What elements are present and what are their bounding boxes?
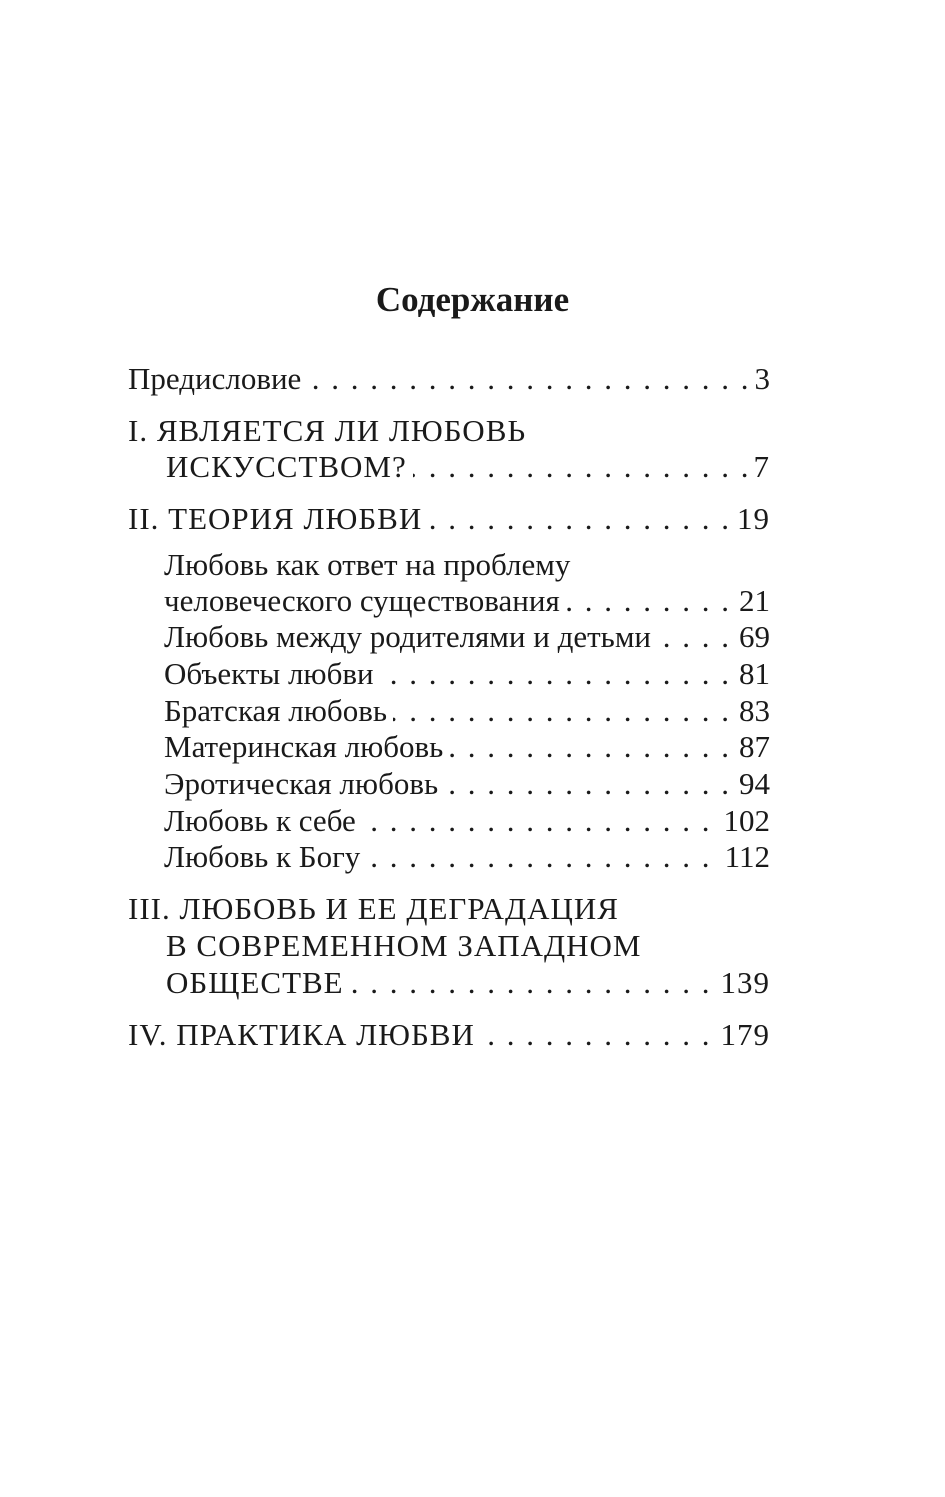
toc-entry-chapter-2 — [128, 500, 770, 538]
toc-entry-label: . . . IV. ПРАКТИКА ЛЮБВИ — [128, 1016, 481, 1054]
toc-entry-label: I. ЯВЛЯЕТСЯ ЛИ ЛЮБОВЬ — [128, 412, 532, 450]
toc-entry-label: . . . Братская любовь — [164, 692, 393, 730]
toc-entry-chapter-3-line-2 — [166, 927, 770, 965]
toc-page-number: 83 — [733, 692, 770, 730]
toc-page-number: 102 — [718, 802, 771, 840]
toc-entry-label: . . . ИСКУССТВОМ? — [166, 448, 413, 486]
toc-page-number: 81 — [733, 655, 770, 693]
toc-subentry-3 — [164, 655, 770, 693]
toc-page-number: 69 — [733, 618, 770, 656]
toc-entry-label: . . . человеческого существования — [164, 582, 566, 620]
toc-entry-label: . . . Эротическая любовь — [164, 765, 444, 803]
toc-subentry-8 — [164, 838, 770, 876]
toc-entry-label: . . . Любовь между родителями и детьми — [164, 618, 657, 656]
toc-subentry-2 — [164, 618, 770, 656]
toc-entry-chapter-3-line-1 — [128, 890, 770, 928]
toc-entry-label: . . . Материнская любовь — [164, 728, 449, 766]
toc-page-number: 94 — [733, 765, 770, 803]
toc-entry-chapter-3 — [166, 964, 770, 1002]
toc-entry-preface — [128, 360, 770, 398]
toc-page-number: 7 — [748, 448, 771, 486]
toc-entry-label: III. ЛЮБОВЬ И ЕЕ ДЕГРАДАЦИЯ — [128, 890, 625, 928]
toc-entry-chapter-1-line-1 — [128, 412, 770, 450]
toc-entry-label: . . . Любовь к Богу — [164, 838, 366, 876]
toc-entry-label: . . . Объекты любви — [164, 655, 380, 693]
toc-subentry-7 — [164, 802, 770, 840]
toc-page-number: 112 — [719, 838, 770, 876]
toc-subentry-1 — [164, 582, 770, 620]
toc-page-number: 87 — [733, 728, 770, 766]
toc-page-number: 3 — [749, 360, 771, 398]
toc-entry-label: Любовь как ответ на проблему — [164, 546, 576, 584]
page-title: Содержание — [375, 280, 570, 319]
toc-page-number: 139 — [715, 964, 771, 1002]
toc-entry-chapter-4 — [128, 1016, 770, 1054]
toc-entry-label: В СОВРЕМЕННОМ ЗАПАДНОМ — [166, 927, 648, 965]
toc-subentry-5 — [164, 728, 770, 766]
toc-entry-chapter-1 — [166, 448, 770, 486]
toc-page-number: 21 — [733, 582, 770, 620]
toc-subentry-1-line-1 — [164, 546, 770, 584]
toc-page-number: 19 — [731, 500, 770, 538]
toc-subentry-4 — [164, 692, 770, 730]
toc-page-number: 179 — [715, 1016, 771, 1054]
toc-entry-label: . . . II. ТЕОРИЯ ЛЮБВИ — [128, 500, 428, 538]
toc-entry-label: . . . Любовь к себе — [164, 802, 362, 840]
toc-entry-label: . . . ОБЩЕСТВЕ — [166, 964, 350, 1002]
toc-subentry-6 — [164, 765, 770, 803]
toc-entry-label: . . . Предисловие — [128, 360, 307, 398]
